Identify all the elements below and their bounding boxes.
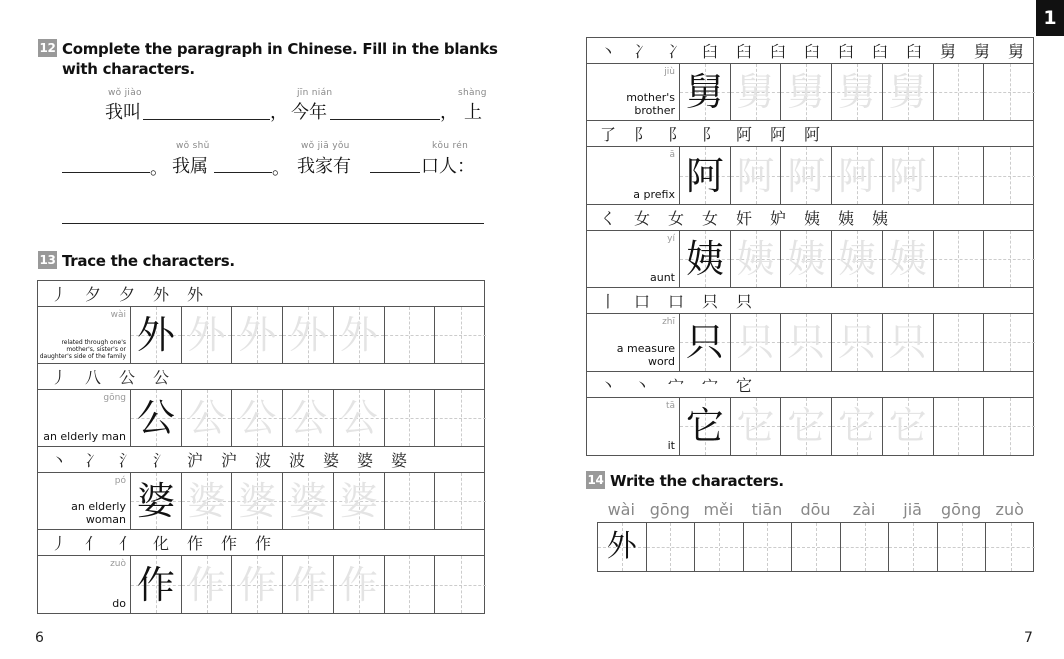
sentence-text: 。 <box>272 158 290 179</box>
trace-cell[interactable] <box>781 64 832 120</box>
character-pinyin: tā <box>665 400 675 411</box>
trace-cell[interactable] <box>883 64 934 120</box>
stroke-step: 阝 <box>633 125 650 145</box>
model-character-cell <box>131 473 182 529</box>
stroke-step: 作 <box>254 534 271 553</box>
practice-cell[interactable] <box>435 390 486 446</box>
practice-cell[interactable] <box>984 64 1035 120</box>
pinyin: wǒ shǔ <box>176 141 210 151</box>
trace-character: 它 <box>736 404 775 449</box>
stroke-step: 阿 <box>803 125 820 145</box>
exercise-13-heading <box>38 251 235 271</box>
trace-character: 婆 <box>187 479 226 523</box>
pinyin: jīn nián <box>297 88 333 98</box>
stroke-step: 舅 <box>939 42 956 61</box>
stroke-step: 丿 <box>50 285 67 304</box>
chapter-tab: 1 <box>1036 0 1064 36</box>
stroke-step: 阿 <box>769 125 786 145</box>
stroke-step: 它 <box>735 375 752 395</box>
pinyin-label: měi <box>703 500 734 519</box>
blank-line[interactable] <box>62 172 150 173</box>
trace-character: 舅 <box>787 70 826 115</box>
practice-cell[interactable] <box>435 556 486 613</box>
model-character: 只 <box>685 320 724 365</box>
character-row <box>587 314 1033 371</box>
write-cell[interactable] <box>841 523 890 571</box>
trace-character: 公 <box>288 396 327 440</box>
character-row <box>38 307 484 364</box>
trace-character: 它 <box>888 404 927 449</box>
pinyin-label: gōng <box>649 500 690 519</box>
trace-cell[interactable] <box>334 390 385 446</box>
stroke-step: 婆 <box>356 451 373 470</box>
trace-cell[interactable] <box>232 390 283 446</box>
sentence-text: 今年 <box>291 102 327 123</box>
pinyin-label: wài <box>607 500 635 519</box>
character-pinyin: zhī <box>662 317 675 328</box>
sentence-text: ， <box>270 102 288 123</box>
trace-cell[interactable] <box>883 231 934 287</box>
trace-cell[interactable] <box>832 314 883 370</box>
stroke-step: 公 <box>152 368 169 387</box>
practice-cell[interactable] <box>984 314 1035 370</box>
page-number-left: 6 <box>35 630 44 646</box>
stroke-step: 妒 <box>769 208 786 228</box>
stroke-step: 丶 <box>599 42 616 61</box>
model-character: 婆 <box>136 479 175 523</box>
exercise-number: 12 <box>39 41 56 55</box>
trace-character: 婆 <box>238 479 277 523</box>
stroke-step: 臼 <box>803 42 820 61</box>
stroke-step: 公 <box>118 368 135 387</box>
write-cell[interactable] <box>695 523 744 571</box>
trace-cell[interactable] <box>334 556 385 613</box>
stroke-step: 阿 <box>735 125 752 145</box>
model-character: 外 <box>606 529 637 564</box>
write-cell[interactable] <box>792 523 841 571</box>
model-character-cell <box>680 314 731 370</box>
sentence-text: 我家有 <box>297 156 351 177</box>
write-cell[interactable] <box>938 523 987 571</box>
trace-cell[interactable] <box>883 398 934 455</box>
trace-character: 外 <box>288 313 327 357</box>
trace-cell[interactable] <box>832 147 883 203</box>
sentence-text: 上 <box>464 102 482 123</box>
practice-cell[interactable] <box>984 147 1035 203</box>
write-cell[interactable] <box>744 523 793 571</box>
stroke-step: 作 <box>186 534 203 553</box>
stroke-step: 姨 <box>803 208 820 228</box>
model-character: 它 <box>685 404 724 449</box>
stroke-step: 女 <box>701 208 718 228</box>
model-character: 公 <box>136 396 175 440</box>
character-info <box>587 147 680 203</box>
trace-character: 阿 <box>888 153 927 198</box>
stroke-step: 宀 <box>667 375 684 395</box>
practice-cell[interactable] <box>385 307 436 363</box>
exercise-title: Trace the characters. <box>62 252 235 270</box>
trace-cell[interactable] <box>731 231 782 287</box>
blank-line[interactable] <box>330 119 440 120</box>
stroke-step: 臼 <box>769 42 786 61</box>
trace-cell[interactable] <box>781 398 832 455</box>
exercise-title: Write the characters. <box>610 472 784 490</box>
model-character-cell <box>680 398 731 455</box>
stroke-step: 只 <box>735 292 752 312</box>
stroke-step: 舅 <box>973 42 990 61</box>
stroke-step: 夕 <box>118 285 135 304</box>
stroke-step: 外 <box>152 285 169 304</box>
model-character-cell <box>680 64 731 120</box>
stroke-step: 口 <box>667 292 684 312</box>
exercise-title-line2: with characters. <box>62 60 195 78</box>
trace-cell[interactable] <box>883 314 934 370</box>
stroke-order-row <box>587 121 1033 147</box>
trace-character: 只 <box>837 320 876 365</box>
character-info <box>38 390 131 446</box>
exercise-number: 13 <box>39 253 56 267</box>
character-info <box>587 64 680 120</box>
exercise-number: 14 <box>587 473 604 487</box>
trace-cell[interactable] <box>232 307 283 363</box>
stroke-step: 亻 <box>118 534 135 553</box>
trace-cell[interactable] <box>781 314 832 370</box>
practice-cell[interactable] <box>385 556 436 613</box>
stroke-order-row <box>38 530 484 556</box>
trace-character: 公 <box>339 396 378 440</box>
trace-cell[interactable] <box>182 307 233 363</box>
character-info <box>38 307 131 363</box>
trace-character: 外 <box>187 313 226 357</box>
trace-cell[interactable] <box>334 307 385 363</box>
pinyin-label: tiān <box>751 500 783 519</box>
model-character: 舅 <box>685 70 724 115</box>
trace-cell[interactable] <box>781 231 832 287</box>
trace-character: 阿 <box>736 153 775 198</box>
character-meaning: it <box>667 438 675 452</box>
model-character-cell <box>131 307 182 363</box>
stroke-step: 了 <box>599 125 616 145</box>
stroke-order-row <box>587 205 1033 231</box>
practice-cell[interactable] <box>385 390 436 446</box>
trace-cell[interactable] <box>283 556 334 613</box>
trace-character: 它 <box>837 404 876 449</box>
stroke-order-row <box>587 288 1033 314</box>
stroke-step: 丶 <box>599 375 616 395</box>
trace-character: 姨 <box>736 236 775 281</box>
character-pinyin: ā <box>669 150 675 161</box>
model-character-cell <box>680 147 731 203</box>
character-info <box>587 314 680 370</box>
character-row <box>38 556 484 613</box>
character-pinyin: gōng <box>103 393 126 403</box>
stroke-order-row <box>38 447 484 473</box>
sentence-text: 我属 <box>172 156 208 177</box>
practice-cell[interactable] <box>435 307 486 363</box>
sentence-text: ， <box>440 102 458 123</box>
stroke-step: 臼 <box>905 42 922 61</box>
blank-line[interactable] <box>370 172 420 173</box>
blank-line[interactable] <box>214 172 272 173</box>
stroke-step: 臼 <box>735 42 752 61</box>
character-pinyin: zuò <box>110 559 126 569</box>
model-character-cell <box>131 390 182 446</box>
page-number-right: 7 <box>1024 630 1033 646</box>
stroke-step: 冫 <box>633 42 650 61</box>
character-row <box>587 231 1033 288</box>
trace-character: 姨 <box>888 236 927 281</box>
stroke-step: 只 <box>701 292 718 312</box>
trace-character: 它 <box>787 404 826 449</box>
character-info <box>38 473 131 529</box>
pinyin-label: jiā <box>903 500 922 519</box>
trace-character: 公 <box>187 396 226 440</box>
trace-cell[interactable] <box>334 473 385 529</box>
character-info <box>587 231 680 287</box>
character-pinyin: pó <box>114 476 126 486</box>
trace-character: 舅 <box>837 70 876 115</box>
pinyin-label: gōng <box>941 500 982 519</box>
practice-cell[interactable] <box>934 147 985 203</box>
stroke-step: 冫 <box>667 42 684 61</box>
practice-cell[interactable] <box>435 473 486 529</box>
trace-character: 姨 <box>837 236 876 281</box>
trace-cell[interactable] <box>283 307 334 363</box>
practice-cell[interactable] <box>984 398 1035 455</box>
blank-line[interactable] <box>143 119 270 120</box>
trace-character: 只 <box>736 320 775 365</box>
character-info <box>587 398 680 455</box>
stroke-step: 外 <box>186 285 203 304</box>
trace-cell[interactable] <box>283 473 334 529</box>
character-pinyin: wài <box>110 310 126 320</box>
stroke-step: 丶 <box>50 451 67 470</box>
pinyin-label: dōu <box>800 500 831 519</box>
trace-character: 阿 <box>787 153 826 198</box>
sentence-text: 我叫 <box>105 102 141 123</box>
trace-cell[interactable] <box>731 398 782 455</box>
practice-cell[interactable] <box>984 231 1035 287</box>
stroke-step: 夕 <box>84 285 101 304</box>
stroke-step: 八 <box>84 368 101 387</box>
stroke-step: 姨 <box>871 208 888 228</box>
practice-cell[interactable] <box>934 314 985 370</box>
trace-cell[interactable] <box>731 147 782 203</box>
stroke-step: 女 <box>667 208 684 228</box>
model-character: 姨 <box>685 236 724 281</box>
character-meaning: mother's brother <box>626 91 675 118</box>
trace-cell[interactable] <box>731 64 782 120</box>
trace-character: 作 <box>187 562 226 607</box>
stroke-step: 阝 <box>667 125 684 145</box>
model-character-cell <box>680 231 731 287</box>
stroke-order-row <box>587 38 1033 64</box>
stroke-step: 舅 <box>1007 42 1024 61</box>
character-info <box>38 556 131 613</box>
trace-table-left <box>37 280 485 614</box>
stroke-step: 奸 <box>735 208 752 228</box>
blank-line[interactable] <box>62 223 484 224</box>
trace-character: 公 <box>238 396 277 440</box>
stroke-step: 沪 <box>186 451 203 470</box>
pinyin: wǒ jiào <box>108 88 142 98</box>
trace-character: 舅 <box>736 70 775 115</box>
character-pinyin: jiù <box>664 67 675 77</box>
stroke-step: 女 <box>633 208 650 228</box>
exercise-14-heading <box>586 471 784 491</box>
stroke-step: 口 <box>633 292 650 312</box>
stroke-step: く <box>599 208 616 228</box>
character-row <box>587 147 1033 204</box>
trace-character: 阿 <box>837 153 876 198</box>
stroke-step: 亻 <box>84 534 101 553</box>
stroke-step: 丿 <box>50 368 67 387</box>
model-character: 阿 <box>685 153 724 198</box>
stroke-step: 波 <box>254 451 271 470</box>
stroke-step: 波 <box>288 451 305 470</box>
trace-character: 只 <box>787 320 826 365</box>
stroke-step: 婆 <box>390 451 407 470</box>
character-pinyin: yí <box>667 233 675 244</box>
pinyin: wǒ jiā yǒu <box>301 141 350 151</box>
write-cell[interactable] <box>986 523 1035 571</box>
stroke-step: 氵 <box>118 451 135 470</box>
sentence-text: 。 <box>150 158 168 179</box>
sentence-text: 口人： <box>421 156 475 177</box>
trace-cell[interactable] <box>731 314 782 370</box>
trace-cell[interactable] <box>232 556 283 613</box>
character-row <box>587 64 1033 121</box>
model-character: 外 <box>136 313 175 357</box>
trace-character: 作 <box>238 562 277 607</box>
character-meaning: related through one's mother's, sister's or daughter's side of the family <box>39 339 126 360</box>
trace-table-right <box>586 37 1034 456</box>
stroke-step: 臼 <box>701 42 718 61</box>
character-meaning: an elderly man <box>43 430 126 443</box>
trace-character: 外 <box>339 313 378 357</box>
stroke-step: 阝 <box>701 125 718 145</box>
stroke-step: 臼 <box>837 42 854 61</box>
pinyin-label: zài <box>852 500 876 519</box>
pinyin-row <box>597 500 1034 520</box>
trace-character: 外 <box>238 313 277 357</box>
stroke-order-row <box>38 281 484 307</box>
trace-cell[interactable] <box>182 390 233 446</box>
stroke-step: 丿 <box>50 534 67 553</box>
practice-cell[interactable] <box>934 231 985 287</box>
trace-character: 姨 <box>787 236 826 281</box>
character-row <box>38 473 484 530</box>
practice-cell[interactable] <box>934 64 985 120</box>
trace-cell[interactable] <box>832 64 883 120</box>
trace-cell[interactable] <box>832 398 883 455</box>
trace-character: 婆 <box>339 479 378 523</box>
model-character-cell <box>131 556 182 613</box>
trace-cell[interactable] <box>232 473 283 529</box>
trace-character: 舅 <box>888 70 927 115</box>
exercise-title-line1: Complete the paragraph in Chinese. Fill in the blanks <box>62 40 498 58</box>
exercise-12-heading <box>38 39 498 79</box>
write-cell[interactable] <box>598 523 647 571</box>
stroke-step: 丶 <box>633 375 650 395</box>
trace-cell[interactable] <box>182 556 233 613</box>
character-meaning: do <box>112 597 126 610</box>
stroke-step: 沪 <box>220 451 237 470</box>
trace-character: 作 <box>288 562 327 607</box>
character-meaning: aunt <box>650 271 675 285</box>
trace-character: 只 <box>888 320 927 365</box>
stroke-step: 婆 <box>322 451 339 470</box>
write-cell[interactable] <box>889 523 938 571</box>
pinyin: shàng <box>458 88 487 98</box>
pinyin-label: zuò <box>995 500 1024 519</box>
stroke-step: 作 <box>220 534 237 553</box>
trace-cell[interactable] <box>781 147 832 203</box>
stroke-step: 宀 <box>701 375 718 395</box>
pinyin: kǒu rén <box>432 141 469 151</box>
trace-character: 作 <box>339 562 378 607</box>
stroke-order-row <box>38 364 484 390</box>
character-meaning: an elderly woman <box>71 500 126 526</box>
stroke-step: 臼 <box>871 42 888 61</box>
write-cell[interactable] <box>647 523 696 571</box>
character-meaning: a measure word <box>616 341 675 368</box>
stroke-step: 冫 <box>84 451 101 470</box>
trace-character: 婆 <box>288 479 327 523</box>
stroke-step: 姨 <box>837 208 854 228</box>
stroke-step: 化 <box>152 534 169 553</box>
character-meaning: a prefix <box>633 187 675 201</box>
model-character: 作 <box>136 562 175 607</box>
trace-cell[interactable] <box>283 390 334 446</box>
stroke-order-row <box>587 372 1033 398</box>
practice-cell[interactable] <box>385 473 436 529</box>
stroke-step: 丨 <box>599 292 616 312</box>
trace-cell[interactable] <box>883 147 934 203</box>
practice-cell[interactable] <box>934 398 985 455</box>
write-grid <box>597 522 1034 572</box>
character-row <box>38 390 484 447</box>
stroke-step: 氵 <box>152 451 169 470</box>
character-row <box>587 398 1033 455</box>
trace-cell[interactable] <box>832 231 883 287</box>
trace-cell[interactable] <box>182 473 233 529</box>
